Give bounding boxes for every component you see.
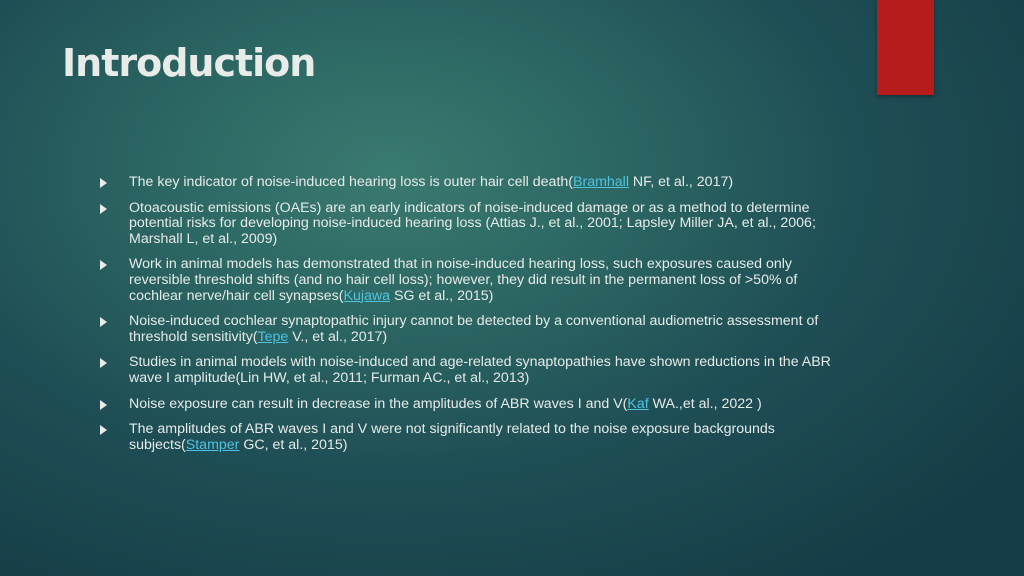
- triangle-bullet-icon: [100, 175, 129, 188]
- triangle-bullet-icon: [100, 422, 129, 435]
- triangle-bullet-icon: [100, 355, 129, 368]
- citation-link[interactable]: Bramhall: [573, 174, 629, 190]
- bullet-text: [129, 257, 835, 304]
- citation-link[interactable]: Stamper: [185, 436, 240, 453]
- bullet-text: [129, 355, 835, 386]
- bullet-text: [129, 422, 835, 453]
- citation-link[interactable]: Tepe: [257, 328, 289, 345]
- bullet-item: [100, 257, 835, 304]
- bullet-text-before: Studies in animal models with noise-induced and age-related synaptopathies have shown reductions in the ABR wave I amplitude(Lin HW, et al., 2011; Furman AC., et al., 2013): [129, 354, 831, 386]
- bullet-item: [100, 175, 835, 191]
- bullet-item: [100, 397, 835, 413]
- bullet-text-after: WA.,et al., 2022 ): [648, 395, 762, 412]
- red-accent-bar: [877, 0, 934, 95]
- bullet-text-before: The amplitudes of ABR waves I and V were not significantly related to the noise exposure backgrounds subjects(: [129, 421, 775, 453]
- triangle-bullet-icon: [100, 201, 129, 214]
- bullet-item: [100, 355, 835, 386]
- bullet-text-after: NF, et al., 2017): [628, 174, 734, 190]
- bullet-item: [100, 422, 835, 453]
- triangle-bullet-icon: [100, 314, 129, 327]
- bullet-list: [100, 175, 835, 463]
- bullet-text-before: Otoacoustic emissions (OAEs) are an early indicators of noise-induced damage or as a method to determine potential risks for developing noise-induced hearing loss (Attias J., et al., 2001; Lapsley Miller JA, et al., 2006; Marshall L, et al., 2009): [129, 199, 816, 247]
- bullet-text-before: Work in animal models has demonstrated that in noise-induced hearing loss, such exposures caused only reversible threshold shifts (and no hair cell loss); however, they did result in the permanent loss of >50% of cochlear nerve/hair cell synapses(: [129, 256, 798, 304]
- citation-link[interactable]: Kujawa: [343, 287, 391, 304]
- slide-title: Introduction: [62, 41, 316, 85]
- bullet-item: [100, 201, 835, 248]
- bullet-text-before: Noise exposure can result in decrease in the amplitudes of ABR waves I and V(: [129, 395, 628, 412]
- bullet-text-after: SG et al., 2015): [390, 287, 494, 304]
- bullet-text: [129, 175, 835, 191]
- bullet-text: [129, 201, 835, 248]
- citation-link[interactable]: Kaf: [627, 395, 649, 412]
- bullet-text-after: GC, et al., 2015): [239, 436, 348, 453]
- bullet-item: [100, 314, 835, 345]
- triangle-bullet-icon: [100, 257, 129, 270]
- bullet-text: [129, 314, 835, 345]
- bullet-text-after: V., et al., 2017): [288, 328, 388, 345]
- bullet-text: [129, 397, 835, 413]
- bullet-text-before: Noise-induced cochlear synaptopathic injury cannot be detected by a conventional audiometric assessment of threshold sensitivity(: [129, 313, 819, 345]
- triangle-bullet-icon: [100, 397, 129, 410]
- bullet-text-before: The key indicator of noise-induced hearing loss is outer hair cell death(: [129, 174, 573, 190]
